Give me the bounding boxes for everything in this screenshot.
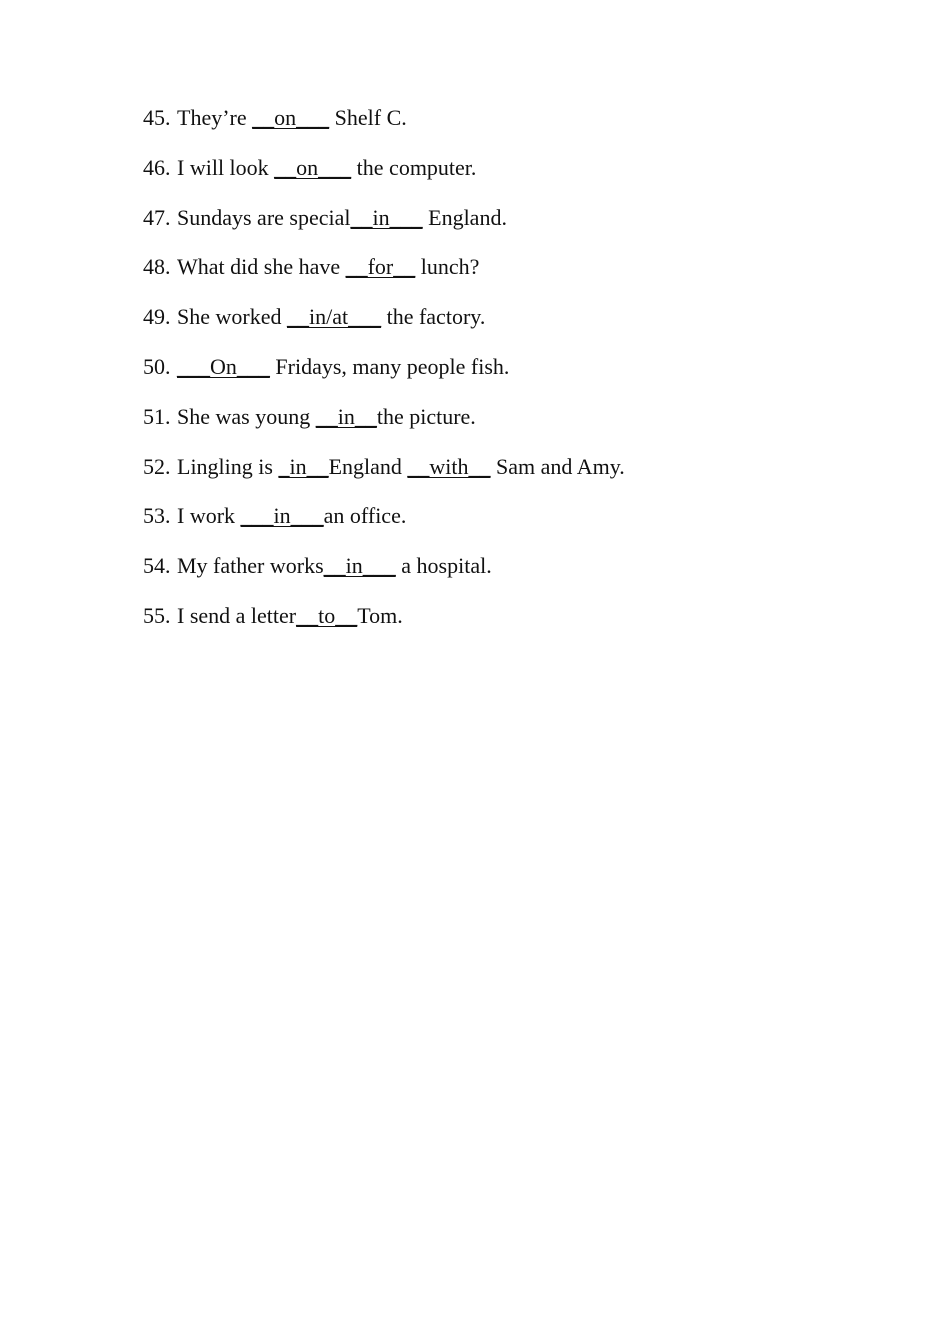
item-sentence (177, 603, 403, 628)
sentence-text: a hospital. (395, 553, 492, 579)
sentence-text: the picture. (376, 403, 476, 429)
sentence-text: I send a letter (177, 602, 297, 628)
item-sentence (177, 254, 479, 279)
exercise-item (143, 499, 843, 549)
item-number: 47. (143, 204, 171, 230)
answer-blank: __in__ (315, 403, 377, 429)
item-sentence (177, 304, 485, 329)
sentence-text: the computer. (351, 154, 477, 180)
sentence-text: Sundays are special (177, 204, 351, 230)
sentence-text: Shelf C. (329, 105, 407, 130)
item-sentence (177, 503, 406, 528)
sentence-text: the factory. (381, 304, 486, 330)
item-sentence (177, 354, 509, 379)
sentence-text: England. (422, 204, 507, 230)
exercise-item (143, 400, 843, 450)
item-number: 49. (143, 304, 171, 330)
answer-blank: __on___ (252, 105, 330, 130)
item-number: 52. (143, 453, 171, 479)
item-number: 45. (143, 105, 171, 130)
answer-blank: __to__ (296, 602, 358, 628)
sentence-text: What did she have (177, 254, 346, 280)
item-sentence (177, 404, 476, 429)
item-number: 55. (143, 602, 171, 628)
answer-blank: ___in___ (240, 503, 324, 529)
item-number: 54. (143, 553, 171, 579)
sentence-text: My father works (177, 553, 324, 579)
item-number: 50. (143, 353, 171, 379)
item-number: 46. (143, 154, 171, 180)
exercise-item (143, 300, 843, 350)
exercise-item (143, 549, 843, 599)
item-number: 48. (143, 254, 171, 280)
answer-blank: _in__ (278, 453, 329, 479)
item-sentence (177, 155, 476, 180)
answer-blank: __in___ (323, 553, 396, 579)
sentence-text: lunch? (415, 254, 480, 280)
answer-blank: __for__ (345, 254, 416, 280)
sentence-text: She was young (177, 403, 316, 429)
sentence-text: I work (177, 503, 241, 529)
answer-blank: ___On___ (177, 353, 270, 379)
answer-blank: __on___ (274, 154, 352, 180)
sentence-text: They’re (177, 105, 253, 130)
exercise-item (143, 250, 843, 300)
sentence-text: England (328, 453, 408, 479)
sentence-text: Lingling is (177, 453, 279, 479)
exercise-item (143, 450, 843, 500)
item-sentence (177, 454, 625, 479)
exercise-item (143, 201, 843, 251)
answer-blank: __in/at___ (286, 304, 382, 330)
exercise-item (143, 151, 843, 201)
sentence-text: I will look (177, 154, 275, 180)
exercise-item (143, 101, 843, 151)
item-number: 53. (143, 503, 171, 529)
item-number: 51. (143, 403, 171, 429)
answer-blank: __with__ (407, 453, 491, 479)
sentence-text: Fridays, many people fish. (269, 353, 510, 379)
exercise-item (143, 350, 843, 400)
item-sentence (177, 205, 507, 230)
item-sentence (177, 553, 492, 578)
sentence-text: an office. (323, 503, 407, 529)
item-sentence (177, 105, 407, 130)
exercise-item (143, 599, 843, 649)
sentence-text: She worked (177, 304, 287, 330)
sentence-text: Tom. (357, 602, 403, 628)
sentence-text: Sam and Amy. (490, 453, 625, 479)
exercise-list (143, 101, 843, 649)
answer-blank: __in___ (350, 204, 423, 230)
